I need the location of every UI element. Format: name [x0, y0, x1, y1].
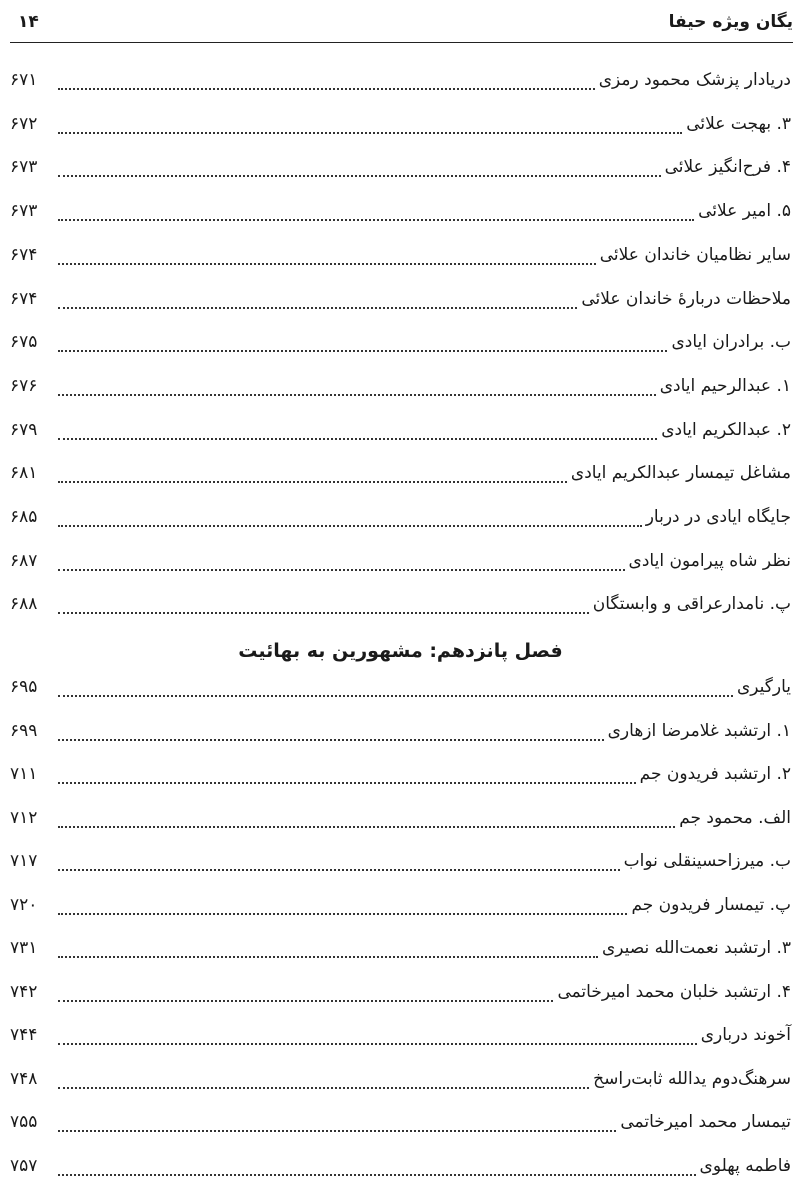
dot-leader	[58, 1043, 697, 1045]
toc-entry-title: فاطمه پهلوی	[699, 1155, 791, 1176]
toc-entry	[10, 594, 791, 624]
toc-entry-page: ۶۷۶	[10, 375, 38, 396]
toc-entry	[10, 1069, 791, 1099]
dot-leader	[58, 263, 596, 265]
toc-entry-page: ۷۳۱	[10, 938, 38, 958]
toc-entry-title: ۲. عبدالکریم ایادی	[661, 419, 791, 440]
toc-entry-page: ۷۱۷	[10, 851, 38, 871]
dot-leader	[58, 481, 567, 483]
toc-entry-page: ۶۷۵	[10, 332, 38, 353]
dot-leader	[58, 394, 656, 396]
dot-leader	[58, 1174, 696, 1176]
toc-entry-page: ۷۱۱	[10, 764, 38, 784]
toc-entry	[10, 376, 791, 406]
toc-entry-title: ب. برادران ایادی	[671, 332, 791, 353]
toc-entry	[10, 764, 791, 794]
toc-entry	[10, 677, 791, 707]
toc-entry-page: ۶۸۷	[10, 550, 38, 571]
toc-entry-page: ۷۵۵	[10, 1112, 38, 1132]
toc-entry-title: دریادار پزشک محمود رمزی	[598, 70, 791, 90]
dot-leader	[58, 307, 577, 309]
running-book-title: یگان ویژه حیفا	[668, 12, 793, 32]
toc-entry-page: ۶۹۵	[10, 677, 38, 697]
toc-entry	[10, 721, 791, 751]
dot-leader	[58, 612, 589, 614]
toc-entry-page: ۷۴۸	[10, 1068, 38, 1089]
toc-entry	[10, 851, 791, 881]
dot-leader	[58, 695, 733, 697]
toc-entry	[10, 1112, 791, 1142]
toc-entry	[10, 507, 791, 537]
dot-leader	[58, 525, 642, 527]
toc-entry-title: ۲. ارتشبد فریدون جم	[639, 764, 791, 784]
toc-entry	[10, 157, 791, 187]
dot-leader	[58, 1130, 616, 1132]
dot-leader	[58, 132, 682, 134]
toc-entry	[10, 1156, 791, 1186]
toc-entry	[10, 201, 791, 231]
toc-entry-title: ۱. عبدالرحیم ایادی	[659, 375, 791, 396]
toc-entry-page: ۷۵۷	[10, 1155, 38, 1176]
dot-leader	[58, 869, 620, 871]
chapter-heading: فصل پانزدهم: مشهورین به بهائیت	[238, 640, 563, 662]
toc-entry-title: ۱. ارتشبد غلامرضا ازهاری	[607, 720, 791, 741]
dot-leader	[58, 438, 657, 440]
toc-entry-page: ۶۸۵	[10, 507, 38, 527]
toc-entry-page: ۶۷۹	[10, 419, 38, 440]
toc-entry-title: پ. تیمسار فریدون جم	[631, 894, 791, 915]
toc-entry-title: مشاغل تیمسار عبدالکریم ایادی	[570, 463, 791, 484]
toc-entry-title: ۳. بهجت علائی	[686, 113, 791, 134]
toc-entry-page: ۶۷۴	[10, 288, 38, 309]
dot-leader	[58, 1000, 553, 1002]
toc-entry-page: ۶۷۳	[10, 201, 38, 222]
toc-entry-title: آخوند درباری	[700, 1025, 791, 1045]
toc-entry	[10, 1025, 791, 1055]
toc-entry-title: سرهنگ‌دوم یدالله ثابت‌راسخ	[593, 1068, 791, 1089]
dot-leader	[58, 88, 595, 90]
toc-entry	[10, 938, 791, 968]
toc-entry	[10, 463, 791, 493]
toc-entry	[10, 114, 791, 144]
toc-entry-page: ۶۸۱	[10, 463, 38, 484]
toc-entry-page: ۶۷۱	[10, 70, 38, 90]
dot-leader	[58, 175, 661, 177]
toc-entry-title: جایگاه ایادی در دربار	[645, 507, 791, 527]
page-header	[10, 10, 793, 43]
toc-entry	[10, 245, 791, 275]
dot-leader	[58, 913, 627, 915]
dot-leader	[58, 739, 604, 741]
dot-leader	[58, 826, 675, 828]
dot-leader	[58, 350, 667, 352]
toc-entry-title: ملاحظات دربارۀ خاندان علائی	[581, 288, 791, 309]
toc-entry-title: ۴. فرح‌انگیز علائی	[664, 157, 791, 178]
toc-entry-title: سایر نظامیان خاندان علائی	[599, 244, 791, 265]
toc-entry	[10, 70, 791, 100]
toc-entry-page: ۶۷۴	[10, 244, 38, 265]
toc-entry-page: ۷۴۲	[10, 981, 38, 1002]
toc-entry-title: تیمسار محمد امیرخاتمی	[620, 1112, 791, 1132]
toc-entry	[10, 551, 791, 581]
toc-entry-title: ۴. ارتشبد خلبان محمد امیرخاتمی	[557, 981, 791, 1002]
toc-entry	[10, 289, 791, 319]
dot-leader	[58, 1087, 589, 1089]
toc-entry-title: نظر شاه پیرامون ایادی	[628, 550, 791, 571]
dot-leader	[58, 569, 625, 571]
toc-entry-page: ۶۸۸	[10, 594, 38, 615]
toc-entry-page: ۷۱۲	[10, 807, 38, 828]
toc-entry-title: ۵. امیر علائی	[698, 201, 791, 222]
toc-entry-title: پ. نامدارعراقی و وابستگان	[592, 594, 791, 615]
toc-entry-page: ۶۷۲	[10, 113, 38, 134]
toc-entry-title: ۳. ارتشبد نعمت‌الله نصیری	[601, 938, 791, 958]
dot-leader	[58, 956, 598, 958]
toc-entry-page: ۷۴۴	[10, 1025, 38, 1045]
toc-entry-title: ب. میرزاحسینقلی نواب	[623, 851, 791, 871]
toc-entry-page: ۶۹۹	[10, 720, 38, 741]
page-number: ۱۴	[18, 12, 39, 32]
toc-entry-page: ۷۲۰	[10, 894, 38, 915]
dot-leader	[58, 782, 636, 784]
toc-entry-title: الف. محمود جم	[679, 807, 791, 828]
toc-entry	[10, 895, 791, 925]
toc-entry	[10, 982, 791, 1012]
toc-entry	[10, 332, 791, 362]
dot-leader	[58, 219, 694, 221]
toc-entry	[10, 808, 791, 838]
toc-entry-title: یارگیری	[736, 677, 791, 697]
toc-entry	[10, 420, 791, 450]
toc-entry-page: ۶۷۳	[10, 157, 38, 178]
